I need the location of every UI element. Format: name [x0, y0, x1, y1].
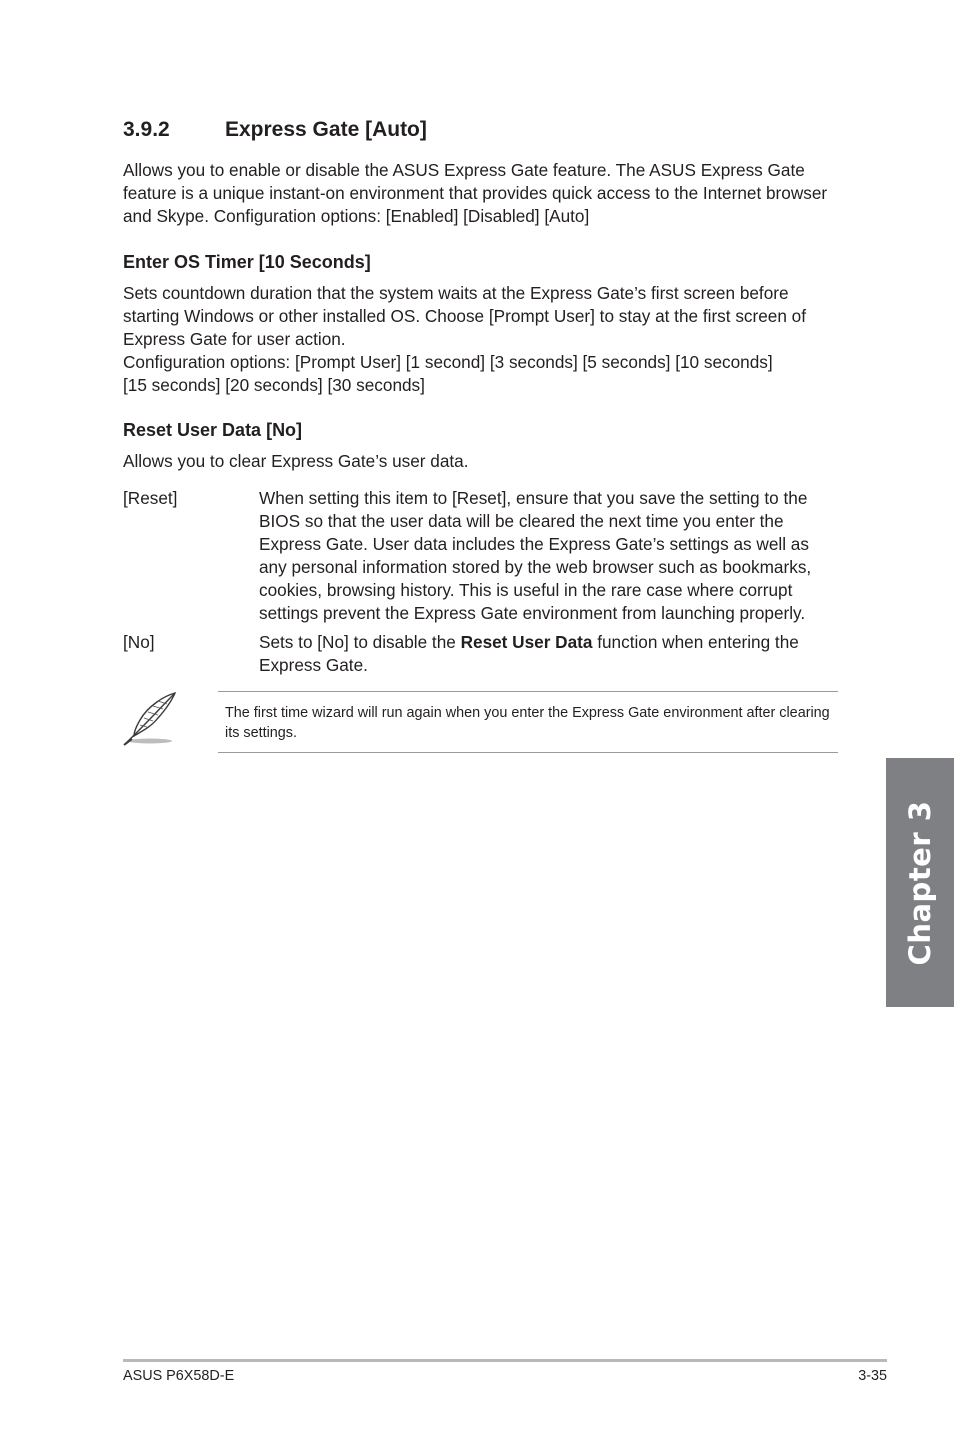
option-description-bold: Reset User Data: [460, 632, 593, 652]
option-key: [No]: [123, 632, 155, 652]
enter-os-timer-heading: Enter OS Timer [10 Seconds]: [123, 252, 371, 272]
feather-quill-icon: [120, 688, 180, 748]
option-row-no: [123, 631, 838, 677]
footer-rule: [123, 1359, 887, 1362]
enter-os-timer-options-line1: Configuration options: [Prompt User] [1 second] [3 seconds] [5 seconds] [10 seconds]: [123, 352, 773, 372]
option-description: [259, 631, 839, 677]
section-intro: Allows you to enable or disable the ASUS Express Gate feature. The ASUS Express Gate feature is a unique instant-on environment that provides quick access to the Internet browser and Skype. Configuration options: [Enabled] [Disabled] [Auto]: [123, 160, 828, 226]
note-text: The first time wizard will run again when you enter the Express Gate environment after clearing its settings.: [225, 705, 830, 741]
section-number: 3.9.2: [123, 118, 170, 141]
enter-os-timer-description: Sets countdown duration that the system waits at the Express Gate’s first screen before starting Windows or other installed OS. Choose [Prompt User] to stay at the first screen of Express Gate for user action.: [123, 283, 807, 349]
section-heading: [123, 118, 427, 142]
chapter-tab: [886, 758, 954, 1007]
enter-os-timer-options-line2: [15 seconds] [20 seconds] [30 seconds]: [123, 375, 425, 395]
option-description-post: function when entering the Express Gate.: [259, 632, 799, 675]
reset-user-data-description: Allows you to clear Express Gate’s user data.: [123, 451, 469, 471]
note-box: [218, 691, 838, 753]
section-title: Express Gate [Auto]: [225, 118, 427, 141]
option-key: [Reset]: [123, 488, 178, 508]
option-description-pre: Sets to [No] to disable the: [259, 632, 461, 652]
option-row-reset: [123, 487, 838, 627]
reset-user-data-heading: Reset User Data [No]: [123, 420, 303, 440]
footer-product-name: ASUS P6X58D-E: [123, 1368, 235, 1384]
footer-page-number: 3-35: [858, 1368, 887, 1384]
option-description: When setting this item to [Reset], ensure that you save the setting to the BIOS so that the user data will be cleared the next time you enter the Express Gate. User data includes the Express Gate’s settings as well as any personal information stored by the web browser such as bookmarks, cookies, browsing history. This is useful in the rare case where corrupt settings prevent the Express Gate environment from launching properly.: [259, 488, 812, 623]
chapter-tab-label: Chapter 3: [903, 800, 937, 965]
